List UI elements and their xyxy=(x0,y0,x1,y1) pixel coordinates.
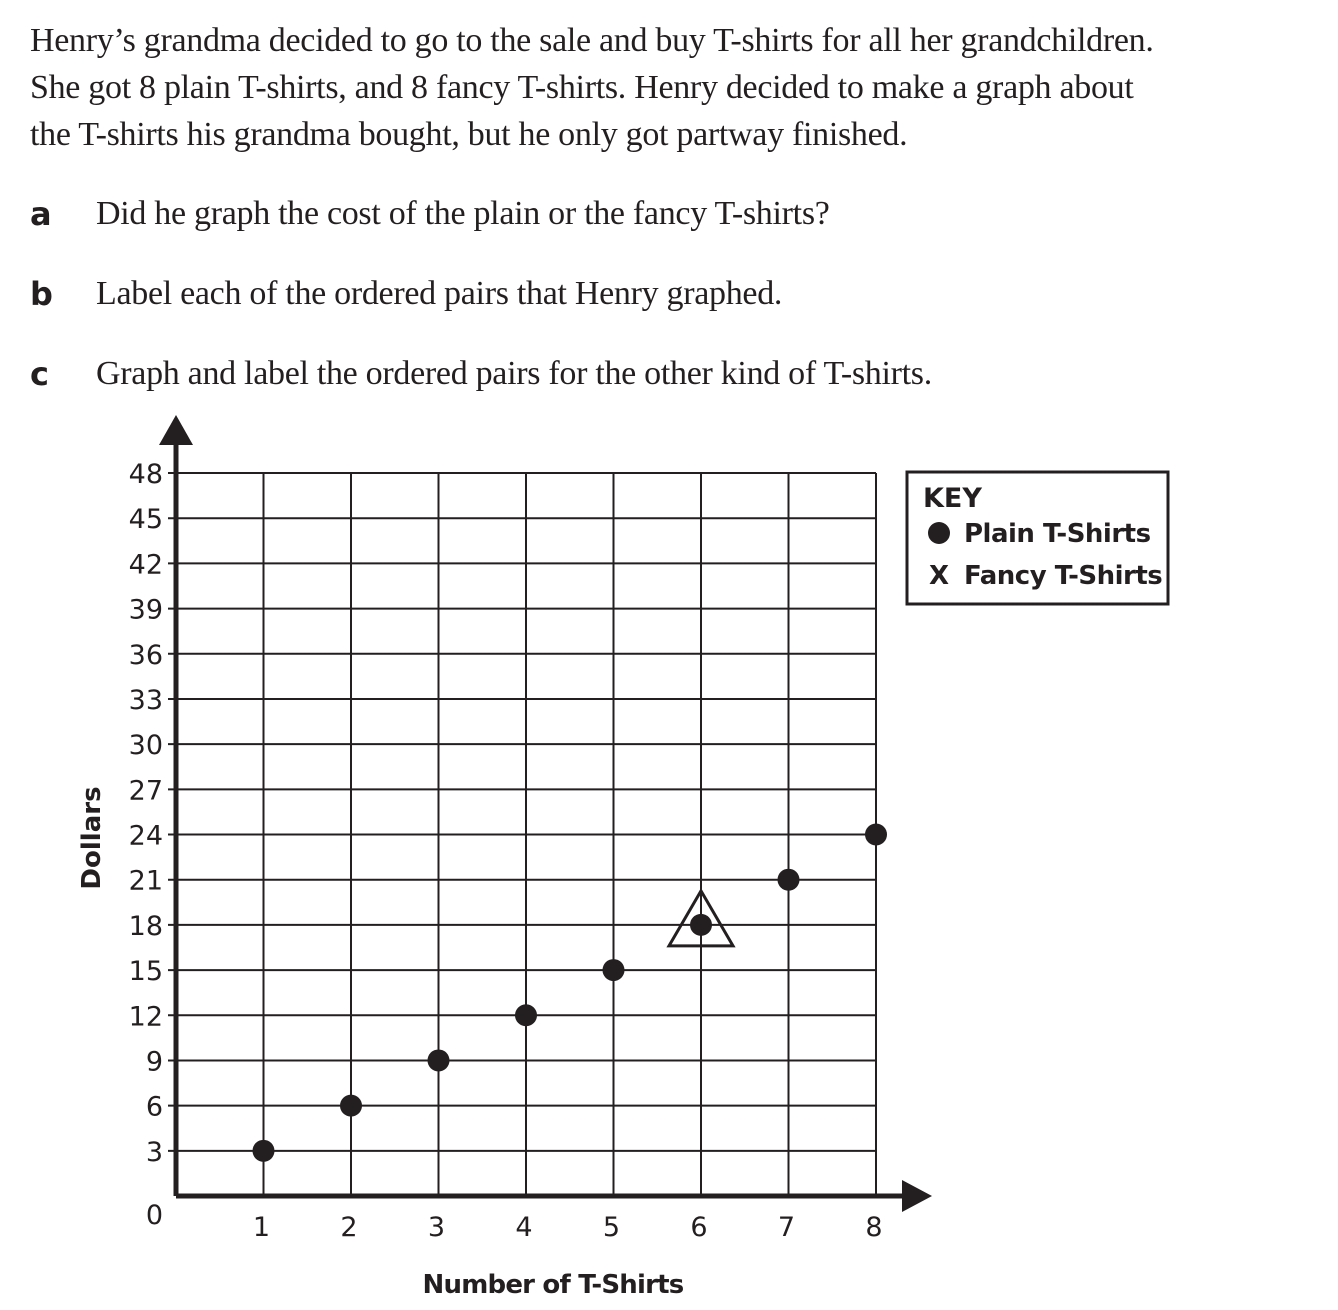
legend-entry-label: Fancy T-Shirts xyxy=(964,561,1163,591)
question-text: Label each of the ordered pairs that Henry graphed. xyxy=(96,275,783,312)
y-tick-label: 45 xyxy=(128,504,163,536)
y-tick-label: 24 xyxy=(128,820,163,852)
plain-tshirt-point xyxy=(778,869,800,891)
data-points xyxy=(253,824,888,1162)
question-letter: c xyxy=(30,355,49,393)
y-tick-label: 30 xyxy=(128,730,163,762)
legend-entry-label: Plain T-Shirts xyxy=(964,519,1151,549)
question-text: Did he graph the cost of the plain or the fancy T-shirts? xyxy=(96,195,830,232)
plain-tshirt-point xyxy=(865,824,887,846)
legend xyxy=(907,472,1168,604)
y-tick-label: 18 xyxy=(128,910,163,942)
origin-label: 0 xyxy=(145,1200,163,1231)
problem-line: Henry’s grandma decided to go to the sale and buy T-shirts for all her grandchildren. xyxy=(30,22,1154,59)
y-tick-label: 36 xyxy=(128,639,163,671)
y-tick-label: 48 xyxy=(128,459,163,490)
grid xyxy=(168,473,876,1196)
y-tick-label: 15 xyxy=(128,956,163,988)
legend-dot-icon xyxy=(928,522,950,544)
plain-tshirt-point xyxy=(690,914,712,936)
y-tick-label: 33 xyxy=(128,684,163,716)
legend-x-symbol: X xyxy=(928,561,950,591)
x-tick-label: 7 xyxy=(777,1212,796,1243)
y-tick-label: 27 xyxy=(128,775,163,807)
x-tick-label: 8 xyxy=(865,1212,883,1243)
question-text: Graph and label the ordered pairs for the other kind of T-shirts. xyxy=(96,355,932,392)
y-tick-label: 6 xyxy=(145,1091,163,1123)
x-tick-label: 6 xyxy=(690,1212,708,1243)
legend-title: KEY xyxy=(923,483,982,514)
problem-line: the T-shirts his grandma bought, but he only got partway finished. xyxy=(30,116,908,153)
plain-tshirt-point xyxy=(340,1095,362,1117)
y-tick-label: 21 xyxy=(128,865,163,897)
y-tick-label: 39 xyxy=(128,594,163,626)
plain-tshirt-point xyxy=(603,959,625,981)
x-tick-label: 5 xyxy=(602,1212,621,1243)
x-tick-label: 1 xyxy=(252,1212,271,1243)
x-tick-label: 4 xyxy=(515,1212,533,1243)
y-tick-label: 9 xyxy=(145,1046,163,1078)
plain-tshirt-point xyxy=(253,1140,275,1162)
axes xyxy=(159,415,932,1212)
y-axis-title: Dollars xyxy=(77,786,107,890)
x-axis-title: Number of T-Shirts xyxy=(422,1270,684,1300)
plain-tshirt-point xyxy=(428,1049,450,1071)
question-letter: a xyxy=(30,195,52,233)
x-tick-label: 2 xyxy=(340,1212,358,1243)
x-tick-label: 3 xyxy=(427,1212,446,1243)
plain-tshirt-point xyxy=(515,1004,537,1026)
y-tick-label: 12 xyxy=(128,1001,163,1033)
problem-line: She got 8 plain T-shirts, and 8 fancy T-shirts. Henry decided to make a graph about xyxy=(30,69,1134,106)
y-tick-label: 3 xyxy=(145,1136,163,1168)
x-axis-arrow xyxy=(902,1180,932,1212)
y-axis-arrow xyxy=(159,415,193,445)
question-letter: b xyxy=(30,275,53,313)
y-tick-label: 42 xyxy=(128,549,163,581)
